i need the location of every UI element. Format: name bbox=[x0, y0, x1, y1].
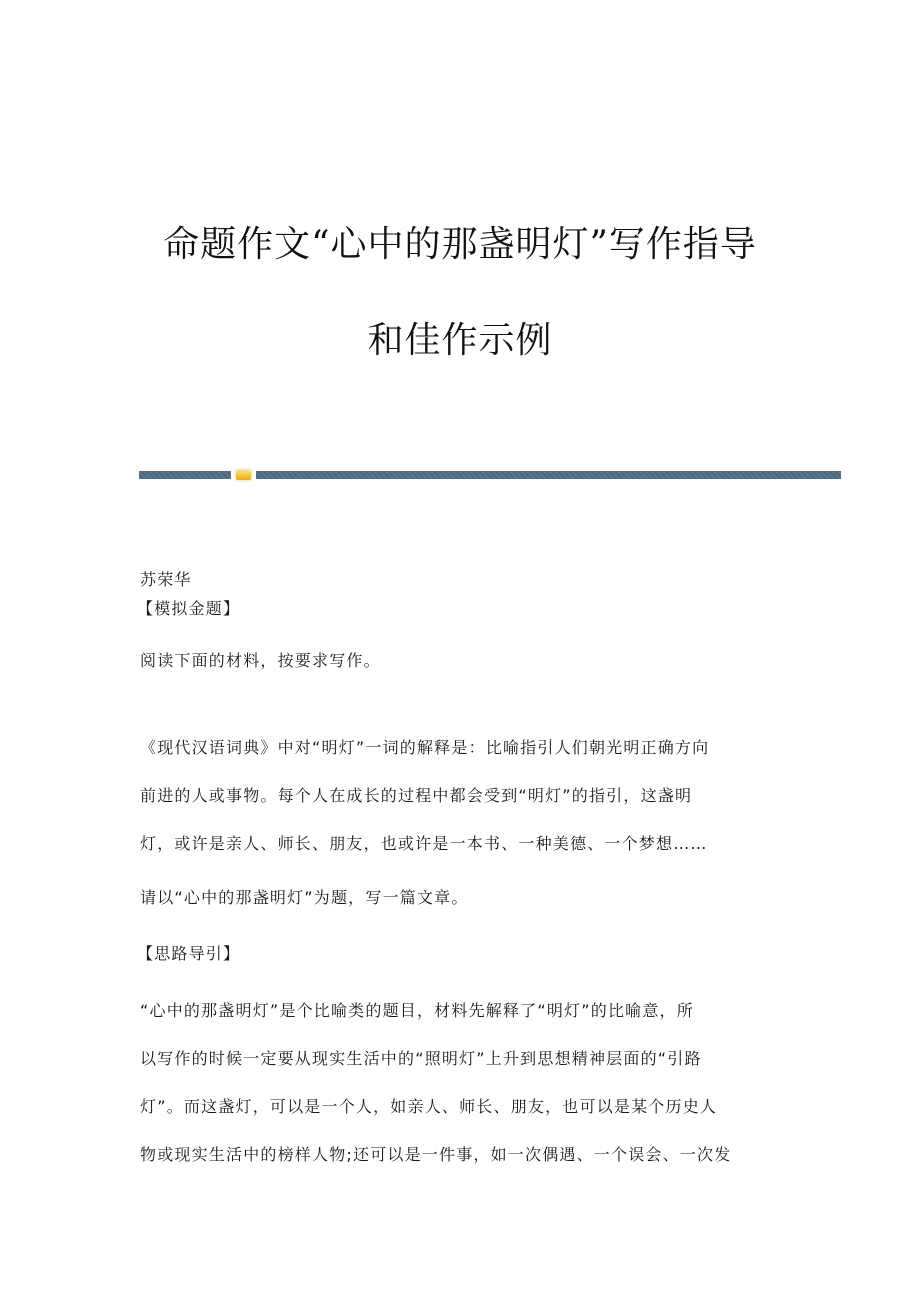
paragraph-line: 物或现实生活中的榜样人物;还可以是一件事，如一次偶遇、一个误会、一次发 bbox=[140, 1145, 732, 1164]
separator-ornament-icon bbox=[236, 470, 251, 480]
paragraph-line: “心中的那盏明灯”是个比喻类的题目，材料先解释了“明灯”的比喻意，所 bbox=[140, 1001, 694, 1020]
paragraph-line: 灯，或许是亲人、师长、朋友，也或许是一本书、一种美德、一个梦想…… bbox=[140, 834, 708, 853]
paragraph-line: 以写作的时候一定要从现实生活中的“照明灯”上升到思想精神层面的“引路 bbox=[140, 1049, 702, 1068]
title-separator bbox=[139, 470, 841, 480]
section-heading-mock-question: 【模拟金题】 bbox=[137, 599, 241, 618]
paragraph-line: 请以“心中的那盏明灯”为题，写一篇文章。 bbox=[140, 888, 469, 907]
document-title-line-2: 和佳作示例 bbox=[367, 320, 553, 361]
section-heading-thinking-guide: 【思路导引】 bbox=[137, 944, 241, 963]
document-title-line-1: 命题作文“心中的那盏明灯”写作指导 bbox=[163, 224, 757, 265]
paragraph-line: 前进的人或事物。每个人在成长的过程中都会受到“明灯”的指引，这盏明 bbox=[140, 786, 693, 805]
paragraph-line: 《现代汉语词典》中对“明灯”一词的解释是：比喻指引人们朝光明正确方向 bbox=[140, 738, 710, 757]
separator-bar-right bbox=[256, 471, 841, 479]
paragraph-line: 灯”。而这盏灯，可以是一个人，如亲人、师长、朋友，也可以是某个历史人 bbox=[140, 1097, 718, 1116]
paragraph-line: 阅读下面的材料，按要求写作。 bbox=[140, 651, 381, 670]
separator-bar-left bbox=[139, 471, 231, 479]
author-name: 苏荣华 bbox=[140, 570, 192, 589]
